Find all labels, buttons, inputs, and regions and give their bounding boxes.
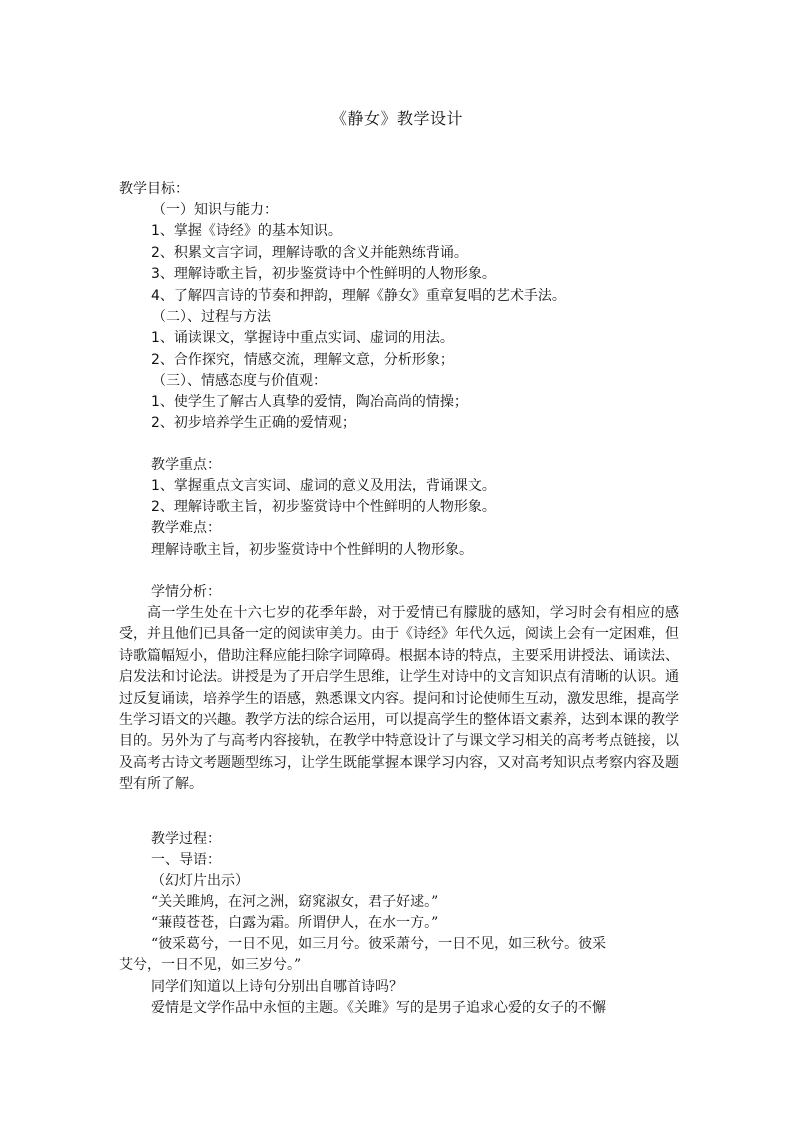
objectives-sec2-heading: （二）、过程与方法: [152, 309, 271, 325]
process-subheading: 一、导语：: [151, 852, 221, 868]
analysis-paragraph: 高一学生处在十六七岁的花季年龄，对于爱情已有朦胧的感知，学习时会有相应的感受，并且他们已具备一定的阅读审美力。由于《诗经》年代久远，阅读上会有一定困难，但诗歌篇幅短小，借助注释应能扫除字词障碍。根据本诗的特点，主要采用讲授法、诵读法、启发法和讨论法。讲授是为了开启学生思维，让学生对诗中的文言知识点有清晰的认识。通过反复诵读，培养学生的语感，熟悉课文内容。提问和讨论使师生互动，激发思维，提高学生学习语文的兴趣。教学方法的综合运用，可以提高学生的整体语文素养，达到本课的教学目的。另外为了与高考内容接轨，在教学中特意设计了与课文学习相关的高考考点链接，以及高考古诗文考题题型练习，让学生既能掌握本课学习内容，又对高考知识点考察内容及题型有所了解。: [119, 605, 679, 793]
body-last-line: 爱情是文学作品中永恒的主题。《关雎》写的是男子追求心爱的女子的不懈: [151, 1000, 606, 1016]
objectives-sec1-item: 2、积累文言字词，理解诗歌的含义并能熟练背诵。: [151, 245, 468, 261]
objectives-sec3-heading: （三）、情感态度与价值观：: [152, 373, 327, 389]
difficulty-text: 理解诗歌主旨，初步鉴赏诗中个性鲜明的人物形象。: [151, 542, 473, 558]
objectives-sec1-item: 1、掌握《诗经》的基本知识。: [151, 223, 342, 239]
quote-caige-line2: 艾兮，一日不见，如三岁兮。”: [119, 957, 302, 973]
question-text: 同学们知道以上诗句分别出自哪首诗吗？: [151, 979, 403, 995]
quote-caige-line1: “彼采葛兮，一日不见，如三月兮。彼采萧兮，一日不见，如三秋兮。彼采: [151, 936, 607, 952]
objectives-heading: 教学目标：: [119, 181, 189, 197]
difficulty-heading: 教学难点：: [151, 520, 221, 536]
objectives-sec1-item: 3、理解诗歌主旨，初步鉴赏诗中个性鲜明的人物形象。: [151, 266, 496, 282]
document-title: 《静女》教学设计: [330, 109, 463, 128]
objectives-sec2-item: 1、诵读课文，掌握诗中重点实词、虚词的用法。: [151, 330, 454, 346]
slide-note: （幻灯片出示）: [151, 873, 249, 889]
objectives-sec1-item: 4、了解四言诗的节奏和押韵，理解《静女》重章复唱的艺术手法。: [151, 288, 566, 304]
quote-jianjia: “蒹葭苍苍，白露为霜。所谓伊人，在水一方。”: [151, 915, 439, 931]
objectives-sec3-item: 2、初步培养学生正确的爱情观；: [151, 415, 356, 431]
quote-guanju: “关关雎鸠，在河之洲，窈窕淑女，君子好逑。”: [151, 894, 439, 910]
key-points-heading: 教学重点：: [151, 457, 221, 473]
objectives-sec1-heading: （一）知识与能力：: [152, 202, 278, 218]
process-heading: 教学过程：: [151, 831, 221, 847]
key-points-item: 2、理解诗歌主旨，初步鉴赏诗中个性鲜明的人物形象。: [151, 499, 496, 515]
objectives-sec3-item: 1、使学生了解古人真挚的爱情，陶冶高尚的情操；: [151, 394, 468, 410]
key-points-item: 1、掌握重点文言实词、虚词的意义及用法，背诵课文。: [151, 478, 496, 494]
objectives-sec2-item: 2、合作探究，情感交流，理解文意，分析形象；: [151, 352, 454, 368]
analysis-heading: 学情分析：: [151, 584, 221, 600]
